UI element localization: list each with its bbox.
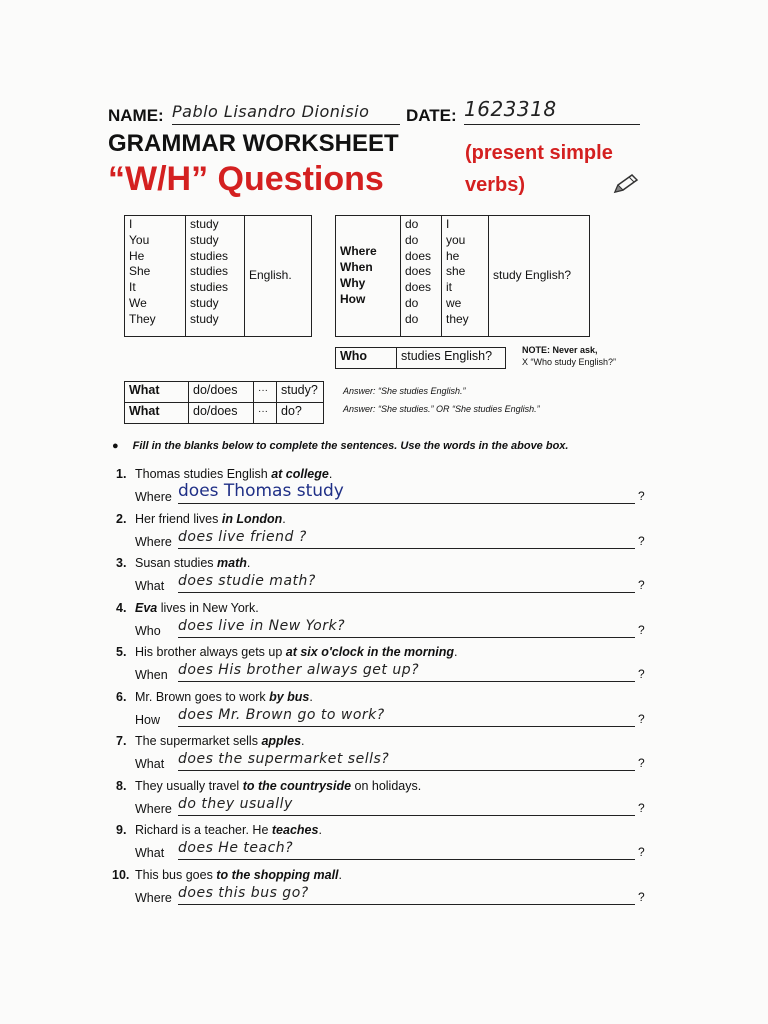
answer-field[interactable]: does Mr. Brown go to work? (178, 704, 635, 727)
verb: study (190, 217, 219, 231)
sentence-text: . (309, 689, 313, 704)
question-sentence (135, 556, 250, 570)
aux-verb: do (405, 311, 419, 326)
what-cell: What (125, 403, 189, 424)
aux-cell: do/does (189, 382, 254, 403)
answer-field[interactable]: does live friend ? (178, 526, 635, 549)
sentence-text: Mr. Brown goes to work (135, 689, 270, 704)
study-english-cell: study English? (489, 216, 590, 337)
sentence-text: . (301, 734, 305, 748)
pronoun: You (129, 232, 150, 247)
pronoun: I (129, 217, 133, 231)
subject: you (446, 232, 466, 247)
question-sentence (135, 601, 259, 615)
question-prompt: When (135, 668, 168, 682)
answer-field[interactable]: does He teach? (178, 837, 635, 860)
date-field[interactable]: 1623318 (464, 94, 640, 125)
question-item (112, 556, 652, 598)
pronoun-column (125, 216, 186, 337)
question-number: 7. (116, 734, 127, 748)
emphasized-phrase: to the shopping mall (216, 867, 339, 882)
pronoun: It (129, 280, 136, 295)
pronoun: We (129, 295, 147, 310)
question-number: 1. (116, 467, 127, 481)
sentence-text: Her friend lives (135, 511, 222, 526)
question-mark: ? (638, 533, 645, 548)
wh-word: How (340, 291, 366, 306)
verb-column (186, 216, 245, 337)
question-number: 2. (116, 511, 127, 526)
question-item (112, 868, 652, 910)
question-mark: ? (638, 756, 645, 770)
sentence-text: . (282, 511, 286, 526)
question-prompt: Where (135, 490, 172, 504)
dots-cell: ··· (254, 382, 277, 403)
answer-note-1: Answer: “She studies English.” (343, 386, 466, 396)
sentence-text: . (338, 867, 342, 882)
sentence-text: on holidays. (351, 778, 422, 793)
end-cell: study? (277, 382, 324, 403)
pronoun: He (129, 248, 145, 263)
question-sentence (135, 734, 305, 748)
emphasized-phrase: in London (221, 511, 283, 526)
wh-question-table (335, 215, 590, 337)
answer-field[interactable]: does Thomas study (178, 479, 635, 504)
answer-field[interactable]: does the supermarket sells? (178, 748, 635, 771)
emphasized-phrase: to the countryside (242, 778, 352, 793)
aux-verb: does (405, 280, 432, 295)
verb: study (190, 295, 219, 310)
pronoun: They (129, 311, 156, 326)
sentence-text: Susan studies (135, 556, 217, 570)
emphasized-phrase: teaches (271, 823, 319, 837)
sentence-text: The supermarket sells (135, 734, 262, 748)
question-item (112, 779, 652, 821)
question-prompt: How (135, 712, 161, 727)
question-prompt: Where (135, 890, 172, 905)
sentence-text: . (246, 556, 251, 570)
what-cell: What (125, 382, 189, 403)
emphasized-phrase: at college (271, 467, 329, 481)
subject: I (446, 217, 450, 231)
instruction-text: Fill in the blanks below to complete the sentences. Use the words in the above box. (132, 440, 569, 452)
question-mark: ? (638, 578, 645, 592)
note-line-1: NOTE: Never ask, (522, 345, 598, 355)
header-name-date (108, 97, 643, 128)
sentence-text: Thomas studies English (135, 467, 272, 481)
name-field[interactable]: Pablo Lisandro Dionisio (172, 100, 400, 125)
emphasized-phrase: at six o'clock in the morning (285, 645, 455, 659)
verb: studies (190, 280, 229, 295)
pronoun: She (129, 264, 151, 279)
question-number: 3. (116, 556, 127, 570)
question-prompt: Who (135, 623, 161, 638)
bullet-icon: ● (112, 440, 119, 452)
subject: she (446, 264, 466, 279)
question-mark: ? (638, 667, 645, 681)
question-mark: ? (638, 489, 645, 503)
aux-column (401, 216, 442, 337)
subject: it (446, 280, 452, 295)
wh-word: When (340, 260, 373, 275)
subject: we (446, 295, 462, 310)
worksheet-title: GRAMMAR WORKSHEET (108, 130, 399, 157)
dots-cell: ··· (254, 403, 277, 424)
sentence-text: lives in New York. (157, 600, 259, 615)
pencil-icon (612, 172, 640, 196)
aux-cell: do/does (189, 403, 254, 424)
verb: studies (190, 248, 229, 263)
emphasized-phrase: math (217, 556, 247, 570)
question-item (112, 467, 652, 509)
question-number: 9. (116, 823, 127, 837)
verb: study (190, 232, 219, 247)
question-number: 10. (112, 867, 130, 882)
aux-verb: does (405, 248, 432, 263)
emphasized-phrase: by bus (269, 689, 310, 704)
question-number: 5. (116, 645, 127, 659)
verbs-note: verbs) (465, 174, 526, 196)
aux-verb: do (405, 295, 419, 310)
question-prompt: What (135, 846, 165, 860)
question-prompt: What (135, 757, 165, 771)
question-item (112, 512, 652, 554)
aux-verb: do (405, 217, 419, 231)
end-cell: do? (277, 403, 324, 424)
present-simple-note: (present simple (465, 142, 613, 164)
question-number: 8. (116, 778, 127, 793)
question-prompt: Where (135, 801, 172, 816)
sentence-text: His brother always gets up (135, 645, 286, 659)
emphasized-phrase: Eva (135, 600, 158, 615)
worksheet-subtitle-questions: “W/H” Questions (108, 160, 384, 198)
question-item (112, 645, 652, 687)
question-number: 6. (116, 689, 127, 704)
question-item (112, 601, 652, 643)
question-mark: ? (638, 711, 645, 726)
who-row-table (335, 347, 506, 369)
question-sentence (135, 868, 342, 882)
date-label: DATE: (406, 106, 457, 125)
verb: studies (190, 264, 229, 279)
sentence-text: Richard is a teacher. He (135, 823, 272, 837)
answer-note-2: Answer: “She studies.” OR “She studies English.” (343, 404, 540, 414)
question-sentence (135, 645, 458, 659)
question-mark: ? (638, 800, 645, 815)
name-label: NAME: (108, 106, 164, 125)
question-mark: ? (638, 622, 645, 637)
sentence-text: They usually travel (135, 778, 243, 793)
subject: they (446, 311, 469, 326)
wh-word: Why (340, 276, 366, 290)
aux-verb: do (405, 232, 419, 247)
subject: he (446, 248, 460, 263)
question-mark: ? (638, 845, 645, 859)
question-sentence (135, 779, 421, 793)
answer-field[interactable]: do they usually (178, 793, 635, 816)
question-item (112, 823, 652, 865)
answer-field[interactable]: does live in New York? (178, 615, 635, 638)
what-table (124, 381, 324, 424)
object-cell: English. (245, 216, 312, 337)
question-item (112, 734, 652, 776)
verb: study (190, 311, 219, 326)
question-prompt: Where (135, 534, 172, 549)
wh-word: Where (340, 244, 377, 259)
sentence-text: . (454, 645, 458, 659)
wh-column (336, 216, 401, 337)
note-line-2: X “Who study English?” (522, 357, 617, 367)
subject-column (442, 216, 489, 337)
who-cell: Who (336, 348, 397, 369)
sentence-text: . (318, 823, 322, 837)
subject-verb-table (124, 215, 312, 337)
question-prompt: What (135, 579, 165, 593)
who-rest-cell: studies English? (397, 348, 506, 369)
question-mark: ? (638, 889, 645, 904)
note-box (522, 344, 616, 368)
answer-field[interactable]: does His brother always get up? (178, 659, 635, 682)
question-number: 4. (116, 600, 127, 615)
question-sentence (135, 690, 313, 704)
emphasized-phrase: apples (261, 734, 302, 748)
question-item (112, 690, 652, 732)
aux-verb: does (405, 264, 432, 279)
question-sentence (135, 823, 322, 837)
question-sentence (135, 512, 286, 526)
sentence-text: This bus goes (135, 867, 217, 882)
answer-field[interactable]: does studie math? (178, 570, 635, 593)
answer-field[interactable]: does this bus go? (178, 882, 635, 905)
sentence-text: . (328, 467, 333, 481)
instruction (112, 440, 568, 452)
